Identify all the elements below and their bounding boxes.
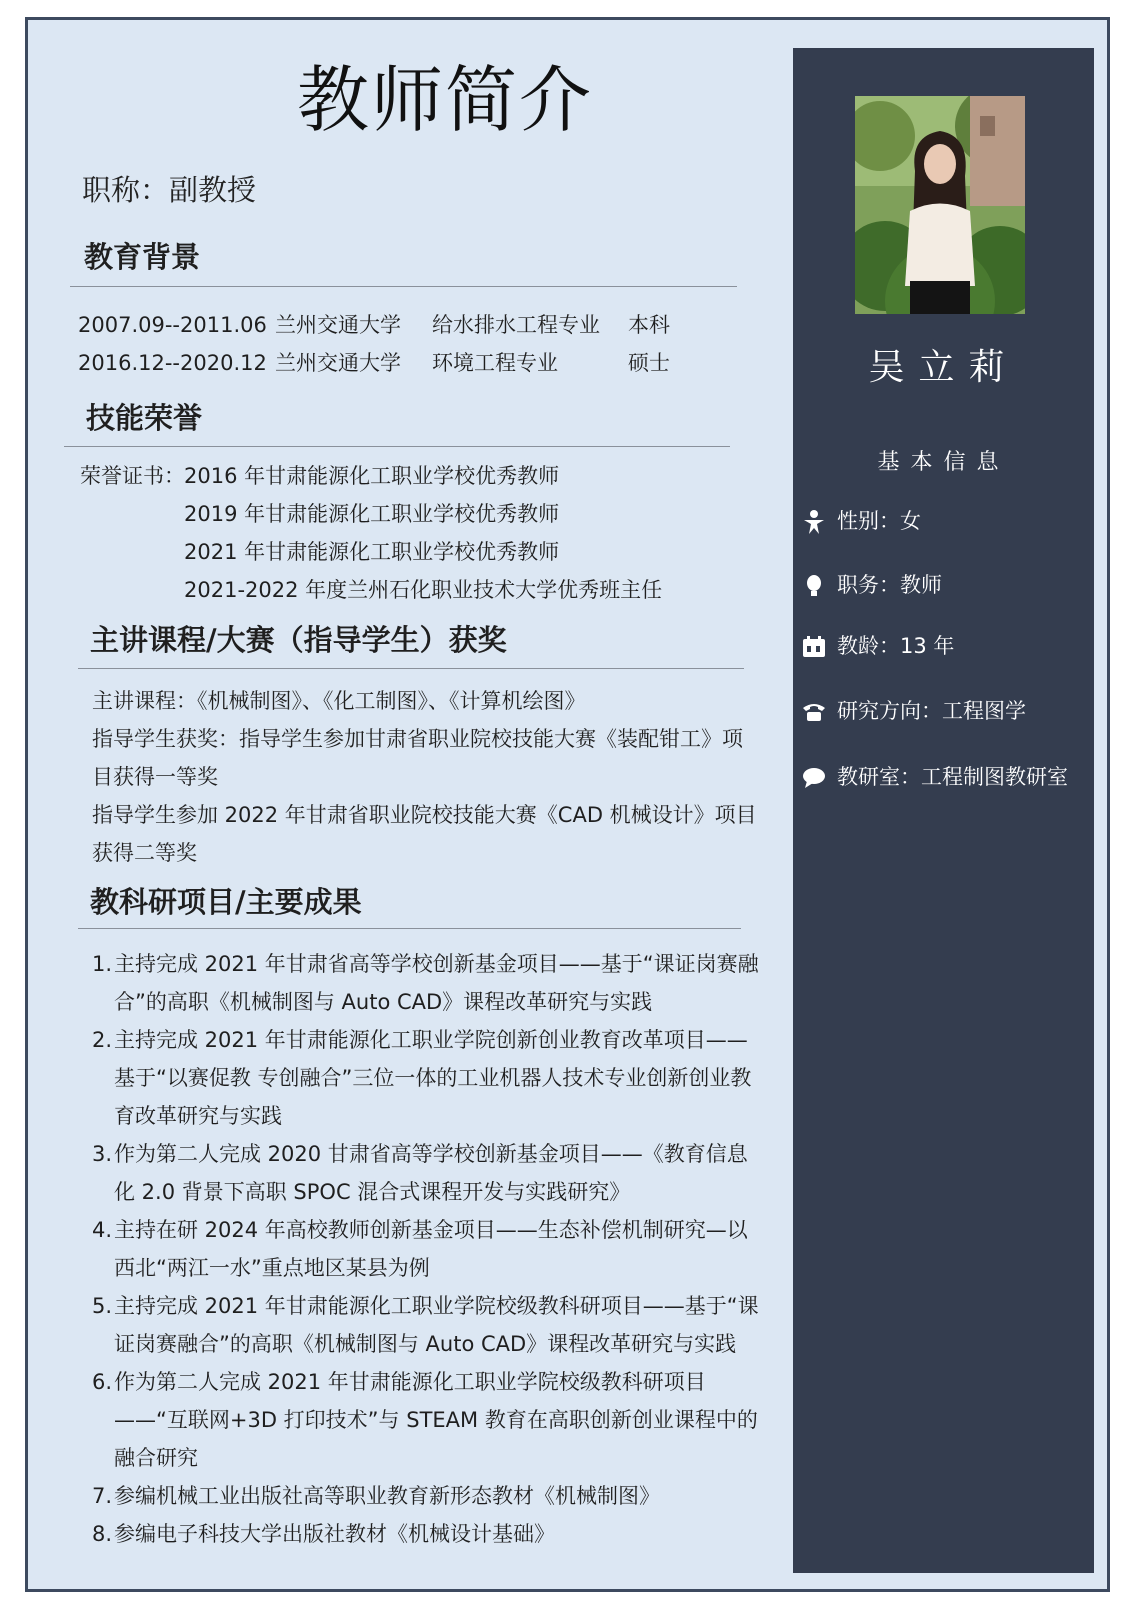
courses-line: 目获得一等奖 (92, 765, 218, 789)
research-item: 6. 作为第二人完成 2021 年甘肃能源化工职业学院校级教科研项目——“互联网+3D 打印技术”与 STEAM 教育在高职创新创业课程中的融合研究 (92, 1370, 758, 1470)
divider (64, 446, 730, 447)
divider (78, 928, 741, 929)
info-gender: 性别：女 (801, 506, 921, 536)
page-title: 教师简介 (296, 58, 593, 142)
honor-item: 2021-2022 年度兰州石化职业技术大学优秀班主任 (184, 578, 663, 602)
education-row-2-school: 兰州交通大学 (275, 351, 401, 375)
job-title: 职称：副教授 (82, 173, 257, 207)
education-heading: 教育背景 (84, 240, 201, 274)
courses-line: 获得二等奖 (92, 841, 197, 865)
education-row-1-major: 给水排水工程专业 (432, 313, 600, 337)
info-research-direction: 研究方向：工程图学 (801, 696, 1026, 726)
education-row-2-degree: 硕士 (628, 351, 670, 375)
chat-bubble-icon (801, 765, 827, 791)
education-row-1-degree: 本科 (628, 313, 670, 337)
honors-heading: 技能荣誉 (86, 401, 203, 435)
divider (78, 668, 744, 669)
telephone-icon (801, 699, 827, 725)
teacher-name: 吴立莉 (868, 347, 1019, 388)
research-item: 7. 参编机械工业出版社高等职业教育新形态教材《机械制图》 (92, 1484, 660, 1508)
research-item: 1. 主持完成 2021 年甘肃省高等学校创新基金项目——基于“课证岗赛融合”的高职《机械制图与 Auto CAD》课程改革研究与实践 (92, 952, 759, 1014)
research-heading: 教科研项目/主要成果 (90, 885, 362, 919)
divider (70, 286, 737, 287)
profile-sidebar (793, 48, 1094, 1573)
education-row-1-period: 2007.09--2011.06 (78, 313, 267, 337)
profile-photo (855, 96, 1025, 314)
info-teaching-years: 教龄：13 年 (801, 631, 954, 661)
courses-line: 指导学生获奖：指导学生参加甘肃省职业院校技能大赛《装配钳工》项 (92, 727, 743, 751)
research-item: 3. 作为第二人完成 2020 甘肃省高等学校创新基金项目——《教育信息化 2.0 背景下高职 SPOC 混合式课程开发与实践研究》 (92, 1142, 748, 1204)
info-department: 教研室：工程制图教研室 (801, 762, 1068, 792)
calendar-icon (801, 634, 827, 660)
research-item: 4. 主持在研 2024 年高校教师创新基金项目——生态补偿机制研究—以西北“两江一水”重点地区某县为例 (92, 1218, 748, 1280)
courses-line: 主讲课程：《机械制图》、《化工制图》、《计算机绘图》 (92, 689, 586, 713)
info-position: 职务：教师 (801, 570, 942, 600)
courses-line: 指导学生参加 2022 年甘肃省职业院校技能大赛《CAD 机械设计》项目 (92, 803, 757, 827)
basic-info-heading: 基本信息 (877, 450, 1010, 475)
honor-item: 2019 年甘肃能源化工职业学校优秀教师 (184, 502, 560, 526)
education-row-1-school: 兰州交通大学 (275, 313, 401, 337)
education-row-2-major: 环境工程专业 (432, 351, 558, 375)
person-icon (801, 509, 827, 535)
honor-item: 2021 年甘肃能源化工职业学校优秀教师 (184, 540, 560, 564)
courses-heading: 主讲课程/大赛（指导学生）获奖 (90, 623, 507, 657)
honors-label: 荣誉证书： (80, 464, 185, 488)
honor-item: 2016 年甘肃能源化工职业学校优秀教师 (184, 464, 560, 488)
research-item: 5. 主持完成 2021 年甘肃能源化工职业学院校级教科研项目——基于“课证岗赛融合”的高职《机械制图与 Auto CAD》课程改革研究与实践 (92, 1294, 759, 1356)
education-row-2-period: 2016.12--2020.12 (78, 351, 267, 375)
research-item: 2. 主持完成 2021 年甘肃能源化工职业学院创新创业教育改革项目——基于“以赛促教 专创融合”三位一体的工业机器人技术专业创新创业教育改革研究与实践 (92, 1028, 752, 1128)
lightbulb-icon (801, 573, 827, 599)
research-item: 8. 参编电子科技大学出版社教材《机械设计基础》 (92, 1522, 555, 1546)
